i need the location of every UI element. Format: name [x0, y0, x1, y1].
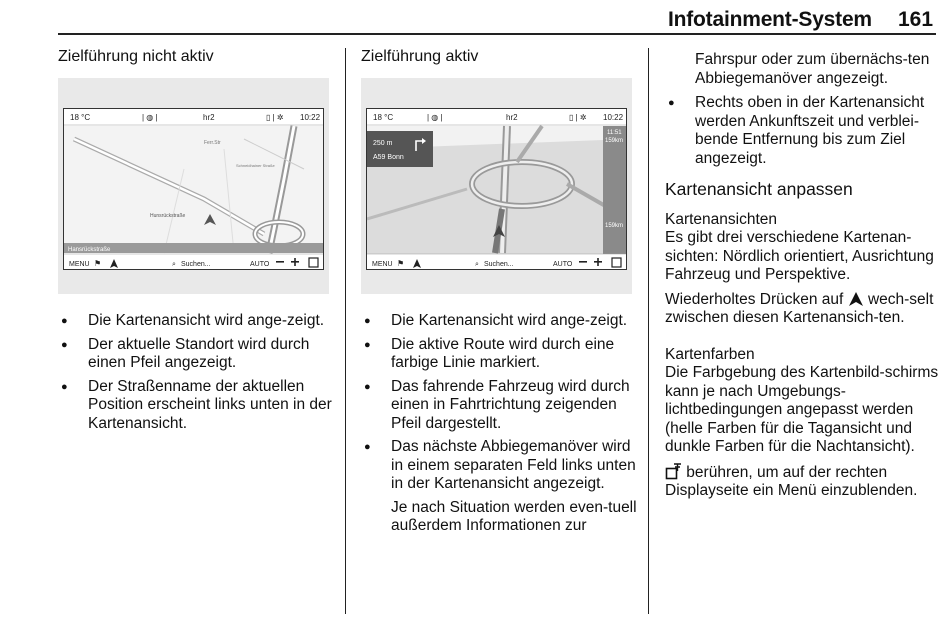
- views-end: .: [845, 266, 851, 283]
- zoom-out-icon[interactable]: [276, 261, 284, 263]
- page-header: [0, 0, 950, 36]
- views-separator: ,: [844, 247, 852, 265]
- toggle-text-after: wech-selt zwischen diesen Kartenansich-ten.: [665, 290, 934, 326]
- remaining-distance-top: 159km: [605, 138, 624, 144]
- radio-station: hr2: [203, 113, 215, 122]
- turn-distance: 250 m: [373, 140, 393, 147]
- left-column-title: Zielführung nicht aktiv: [58, 48, 214, 65]
- colors-paragraph: Die Farbgebung des Kartenbild-schirms kann je nach Umgebungs-lichtbedingungen angepasst werden (helle Farben für die Tagansicht und dunkle Farben für die Nachtansicht).: [665, 364, 939, 455]
- map-road-label-mid: Schneidhainer Straße: [236, 163, 275, 168]
- phone-status-icon: | ◍ |: [142, 113, 158, 122]
- menu-text: berühren, um auf der rechten Displayseite ein Menü einzublenden.: [665, 463, 918, 499]
- list-item: ● Die Kartenansicht wird ange-zeigt.: [58, 312, 334, 331]
- map-street-label: Hunsrückstraße: [150, 213, 186, 219]
- list-item: ● Rechts oben in der Kartenansicht werden Ankunftszeit und verblei-bende Entfernung bis zum Ziel angezeigt.: [665, 94, 940, 168]
- views-heading: Kartenansichten: [665, 210, 778, 228]
- radio-station: hr2: [506, 113, 518, 122]
- temperature-readout: 18 °C: [373, 113, 394, 122]
- search-field[interactable]: Suchen...: [181, 261, 211, 268]
- destination-flag-icon[interactable]: ⚑: [397, 259, 405, 268]
- page-number: 161: [898, 8, 934, 31]
- map-figure-active: [361, 78, 632, 294]
- list-item: ● Die Kartenansicht wird ange-zeigt.: [361, 312, 637, 331]
- map-road-label-top: Ferr.Str: [204, 140, 221, 146]
- remaining-distance-bottom: 159km: [605, 223, 624, 229]
- zoom-auto-button[interactable]: AUTO: [553, 261, 573, 268]
- map-view-arrow-icon: [848, 291, 864, 307]
- search-icon[interactable]: ⌕: [475, 261, 479, 268]
- settings-status-icon: ▯ | ✲: [569, 113, 587, 122]
- destination-flag-icon[interactable]: ⚑: [94, 259, 102, 268]
- toggle-paragraph: [665, 291, 940, 328]
- views-and: und: [730, 266, 765, 283]
- toggle-text-before: Wiederholtes Drücken auf: [665, 290, 848, 308]
- turn-road: A59 Bonn: [373, 154, 404, 161]
- left-column: [58, 48, 334, 67]
- middle-bullets: [361, 312, 637, 536]
- settings-status-icon: ▯ | ✲: [266, 113, 284, 122]
- view-north-label: Nördlich orientiert: [722, 247, 845, 265]
- temperature-readout: 18 °C: [70, 113, 91, 122]
- list-item: ● Das fahrende Fahrzeug wird durch einen in Fahrtrichtung zeigenden Pfeil dargestellt.: [361, 378, 637, 434]
- search-icon[interactable]: ⌕: [172, 261, 176, 268]
- list-item: ● Das nächste Abbiegemanöver wird in einem separaten Feld links unten in der Kartenansicht angezeigt.: [361, 438, 637, 494]
- arrival-time: 11:51: [607, 130, 622, 136]
- phone-status-icon: | ◍ |: [427, 113, 443, 122]
- menu-paragraph: [665, 463, 940, 501]
- menu-button[interactable]: MENU: [69, 261, 90, 268]
- column-divider-left: [345, 48, 346, 614]
- header-divider: [58, 33, 936, 35]
- section-heading: Kartenansicht anpassen: [665, 179, 853, 199]
- clock: 10:22: [603, 113, 624, 122]
- view-vehicle-label: Ausrichtung Fahrzeug: [665, 247, 934, 283]
- current-street-name: Hansrückstraße: [68, 247, 111, 253]
- middle-column-title: Zielführung aktiv: [361, 48, 479, 65]
- view-perspective-label: Perspektive: [764, 266, 846, 283]
- page-title: Infotainment-System: [668, 8, 872, 31]
- map-screen-inactive: [63, 108, 324, 270]
- clock: 10:22: [300, 113, 321, 122]
- middle-column: [361, 48, 637, 67]
- map-screen-active: [366, 108, 627, 270]
- right-continuation: Fahrspur oder zum übernächs-ten Abbiegemanöver angezeigt.: [695, 51, 930, 87]
- views-intro: Es gibt drei verschiedene Kartenan-sichten:: [665, 229, 912, 265]
- search-field[interactable]: Suchen...: [484, 261, 514, 268]
- zoom-out-icon[interactable]: [579, 261, 587, 263]
- list-item: ● Der Straßenname der aktuellen Position erscheint links unten in der Kartenansicht.: [58, 378, 334, 434]
- views-paragraph: [665, 229, 940, 285]
- left-bullets: [58, 312, 334, 438]
- right-column: [665, 48, 940, 507]
- turn-panel: [367, 131, 433, 167]
- map-figure-inactive: [58, 78, 329, 294]
- map-menu-icon: [665, 463, 682, 480]
- list-item: ● Der aktuelle Standort wird durch einen Pfeil angezeigt.: [58, 336, 334, 373]
- route-info-bar: [603, 126, 627, 254]
- zoom-auto-button[interactable]: AUTO: [250, 261, 270, 268]
- column-divider-right: [648, 48, 649, 614]
- menu-button[interactable]: MENU: [372, 261, 393, 268]
- list-item: ● Die aktive Route wird durch eine farbige Linie markiert.: [361, 336, 637, 373]
- middle-note: Je nach Situation werden even-tuell außerdem Informationen zur: [391, 498, 637, 534]
- colors-heading: Kartenfarben: [665, 345, 755, 363]
